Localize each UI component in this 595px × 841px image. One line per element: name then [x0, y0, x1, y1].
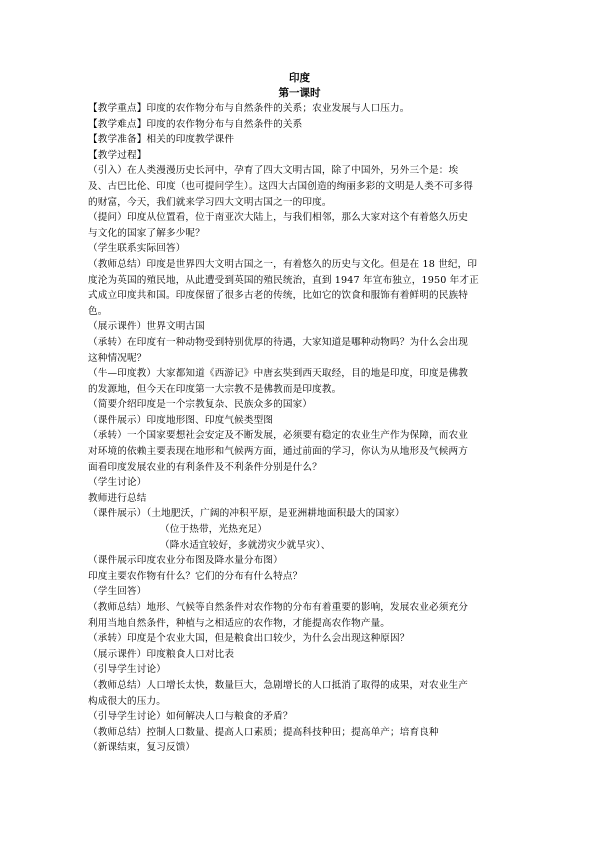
text-line: 构成很大的压力。 [88, 695, 166, 707]
text-line: 【教学过程】 [88, 149, 147, 161]
text-line: （教师总结）人口增长太快，数量巨大，急剧增长的人口抵消了取得的成果，对农业生产 [88, 679, 469, 691]
text-line: （教师总结）印度是世界四大文明古国之一，有着悠久的历史与文化。但是在 18 世纪，印 [88, 258, 478, 270]
text-line: 度沦为英国的殖民地，从此遭受到英国的殖民统治，直到 1947 年宣布独立，1950 年才正 [88, 274, 479, 286]
text-line: （学生联系实际回答） [88, 243, 186, 255]
indented-points [88, 522, 511, 553]
text-line: （展示课件）世界文明古国 [88, 321, 205, 333]
text-line: （承转）在印度有一种动物受到特别优厚的待遇，大家知道是哪种动物吗？为什么会出现 [88, 336, 469, 348]
text-line: 【教学难点】印度的农作物分布与自然条件的关系 [88, 118, 303, 130]
text-line: （课件展示印度农业分布图及降水量分布图） [88, 555, 283, 567]
text-line: 教师进行总结 [88, 492, 147, 504]
document-page [88, 71, 511, 756]
lesson-subtitle: 第一课时 [278, 87, 321, 99]
text-line: 式成立印度共和国。印度保留了很多古老的传统，比如它的饮食和服饰有着鲜明的民族特 [88, 290, 469, 302]
text-line: 【教学重点】印度的农作物分布与自然条件的关系；农业发展与人口压力。 [88, 103, 410, 114]
text-line: （降水适宜较好，多就涝灾少就旱灾）、 [160, 539, 331, 551]
text-line: （位于热带，光热充足） [160, 524, 268, 536]
text-line: 印度主要农作物有什么？它们的分布有什么特点？ [88, 570, 303, 582]
text-line: （承转）一个国家要想社会安定及不断发展，必须要有稳定的农业生产作为保障，而农业 [88, 430, 469, 442]
text-line: 的发源地，但今天在印度第一大宗教不是佛教而是印度教。 [88, 383, 342, 395]
text-line: （展示课件）印度粮食人口对比表 [88, 648, 235, 660]
text-line: （教师总结）控制人口数量、提高人口素质；提高科技种田；提高单产；培育良种 [88, 726, 439, 738]
text-line: 色。 [88, 305, 108, 317]
text-line: 利用当地自然条件，种植与之相适应的农作物，才能提高农作物产量。 [88, 617, 391, 629]
text-line: （学生讨论） [88, 477, 147, 489]
text-line: （引导学生讨论） [88, 664, 166, 676]
text-line: 【教学准备】相关的印度教学课件 [88, 134, 235, 146]
text-line: （教师总结）地形、气候等自然条件对农作物的分布有着重要的影响，发展农业必须充分 [88, 602, 469, 613]
text-line: （引入）在人类漫漫历史长河中，孕育了四大文明古国，除了中国外，另外三个是：埃 [88, 165, 459, 177]
text-line: （承转）印度是个农业大国，但是粮食出口较少，为什么会出现这种原因？ [88, 633, 410, 645]
text-line: （牛—印度教）大家都知道《西游记》中唐玄奘到西天取经，目的地是印度，印度是佛教 [88, 368, 469, 380]
text-line: 与文化的国家了解多少呢？ [88, 227, 205, 239]
text-line: （学生回答） [88, 586, 147, 598]
text-line: （课件展示）印度地形图、印度气候类型图 [88, 414, 274, 426]
text-line: 及、古巴比伦、印度（也可提问学生）。这四大古国创造的绚丽多彩的文明是人类不可多得 [88, 180, 473, 192]
body-text-section-2 [88, 553, 511, 756]
text-line: 这种情况呢？ [88, 352, 147, 364]
text-line: 对环境的依赖主要表现在地形和气候两方面，通过前面的学习，你认为从地形及气候两方 [88, 446, 469, 458]
text-line: （提问）印度从位置看，位于南亚次大陆上，与我们相邻，那么大家对这个有着悠久历史 [88, 212, 469, 224]
text-line: （课件展示）（土地肥沃，广阔的冲积平原，是亚洲耕地面积最大的国家） [88, 508, 405, 520]
text-line: 面看印度发展农业的有利条件及不利条件分别是什么？ [88, 461, 322, 473]
text-line: （新课结束，复习反馈） [88, 742, 196, 754]
text-line: 的财富，今天，我们就来学习四大文明古国之一的印度。 [88, 196, 332, 208]
body-text-section-1 [88, 101, 511, 522]
document-title: 印度 [289, 72, 310, 84]
text-line: （引导学生讨论）如何解决人口与粮食的矛盾？ [88, 711, 293, 723]
text-line: （简要介绍印度是一个宗教复杂、民族众多的国家） [88, 399, 313, 411]
